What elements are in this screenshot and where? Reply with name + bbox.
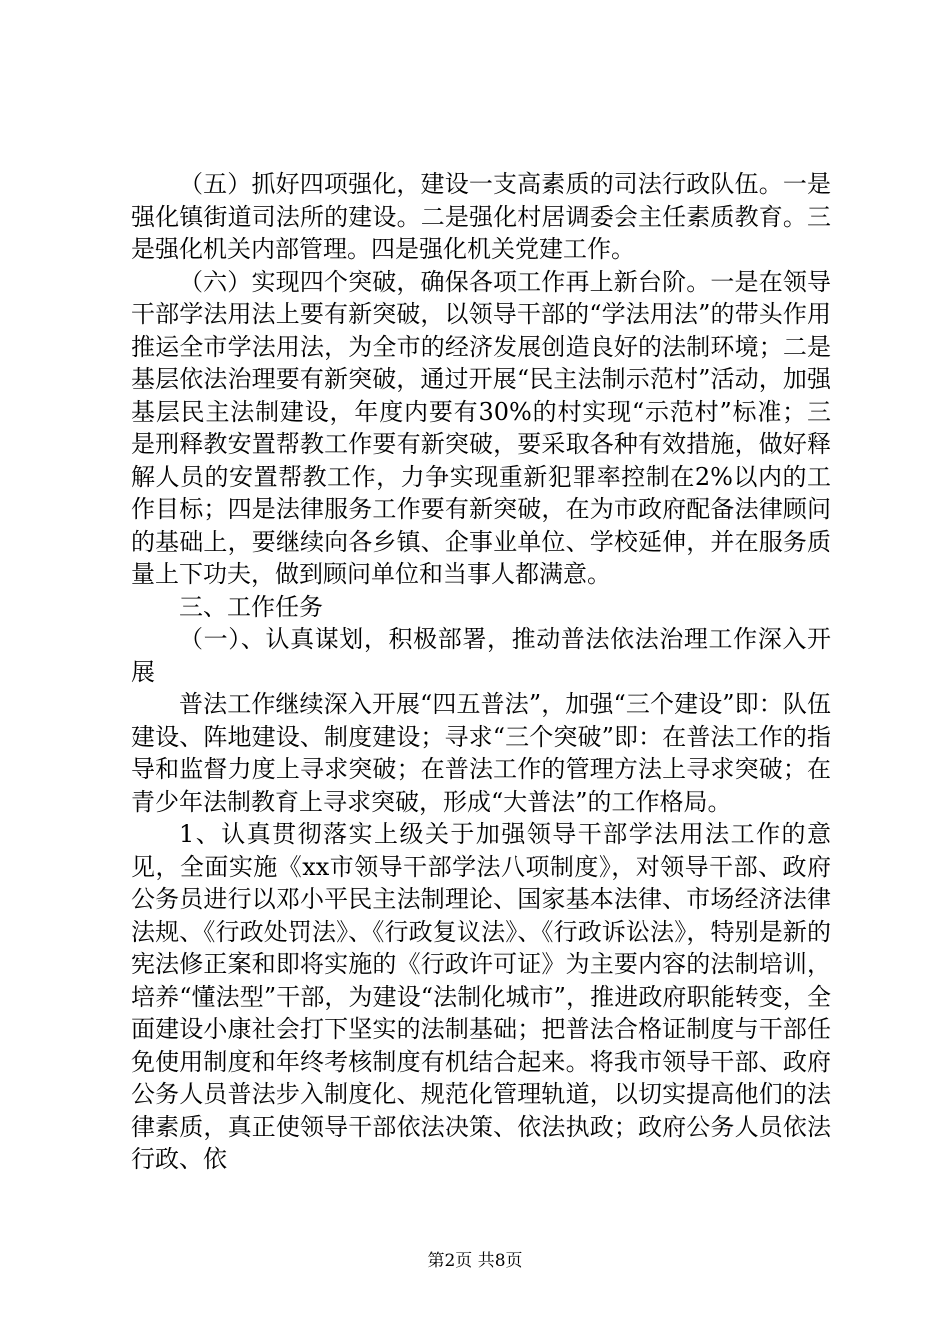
paragraph-section-five: （五）抓好四项强化，建设一支高素质的司法行政队伍。一是强化镇街道司法所的建设。二是强化村居调委会主任素质教育。三是强化机关内部管理。四是强化机关党建工作。 (131, 170, 831, 263)
paragraph-legal-education: 普法工作继续深入开展“四五普法”，加强“三个建设”即：队伍建设、阵地建设、制度建设；寻求“三个突破”即：在普法工作的指导和监督力度上寻求突破；在普法工作的管理方法上寻求突破；在青少年法制教育上寻求突破，形成“大普法”的工作格局。 (131, 690, 831, 816)
paragraph-item-one: 1、认真贯彻落实上级关于加强领导干部学法用法工作的意见，全面实施《xx市领导干部学法八项制度》，对领导干部、政府公务员进行以邓小平民主法制理论、国家基本法律、市场经济法律法规、《行政处罚法》、《行政复议法》、《行政诉讼法》，特别是新的宪法修正案和即将实施的《行政许可证》为主要内容的法制培训，培养“懂法型”干部，为建设“法制化城市”，推进政府职能转变，全面建设小康社会打下坚实的法制基础；把普法合格证制度与干部任免使用制度和年终考核制度有机结合起来。将我市领导干部、政府公务人员普法步入制度化、规范化管理轨道，以切实提高他们的法律素质，真正使领导干部依法决策、依法执政；政府公务人员依法行政、依 (131, 820, 831, 1173)
heading-work-tasks: 三、工作任务 (179, 592, 323, 621)
document-body (131, 168, 831, 1176)
page-number-footer: 第2页 共8页 (427, 1251, 523, 1271)
paragraph-section-six: （六）实现四个突破，确保各项工作再上新台阶。一是在领导干部学法用法上要有新突破，以领导干部的“学法用法”的带头作用推运全市学法用法，为全市的经济发展创造良好的法制环境；二是基层依法治理要有新突破，通过开展“民主法制示范村”活动，加强基层民主法制建设，年度内要有30%的村实现“示范村”标准；三是刑释教安置帮教工作要有新突破，要采取各种有效措施，做好释解人员的安置帮教工作，力争实现重新犯罪率控制在2%以内的工作目标；四是法律服务工作要有新突破，在为市政府配备法律顾问的基础上，要继续向各乡镇、企事业单位、学校延伸，并在服务质量上下功夫，做到顾问单位和当事人都满意。 (131, 267, 831, 588)
subheading-task-one: （一）、认真谋划，积极部署，推动普法依法治理工作深入开展 (131, 625, 831, 686)
